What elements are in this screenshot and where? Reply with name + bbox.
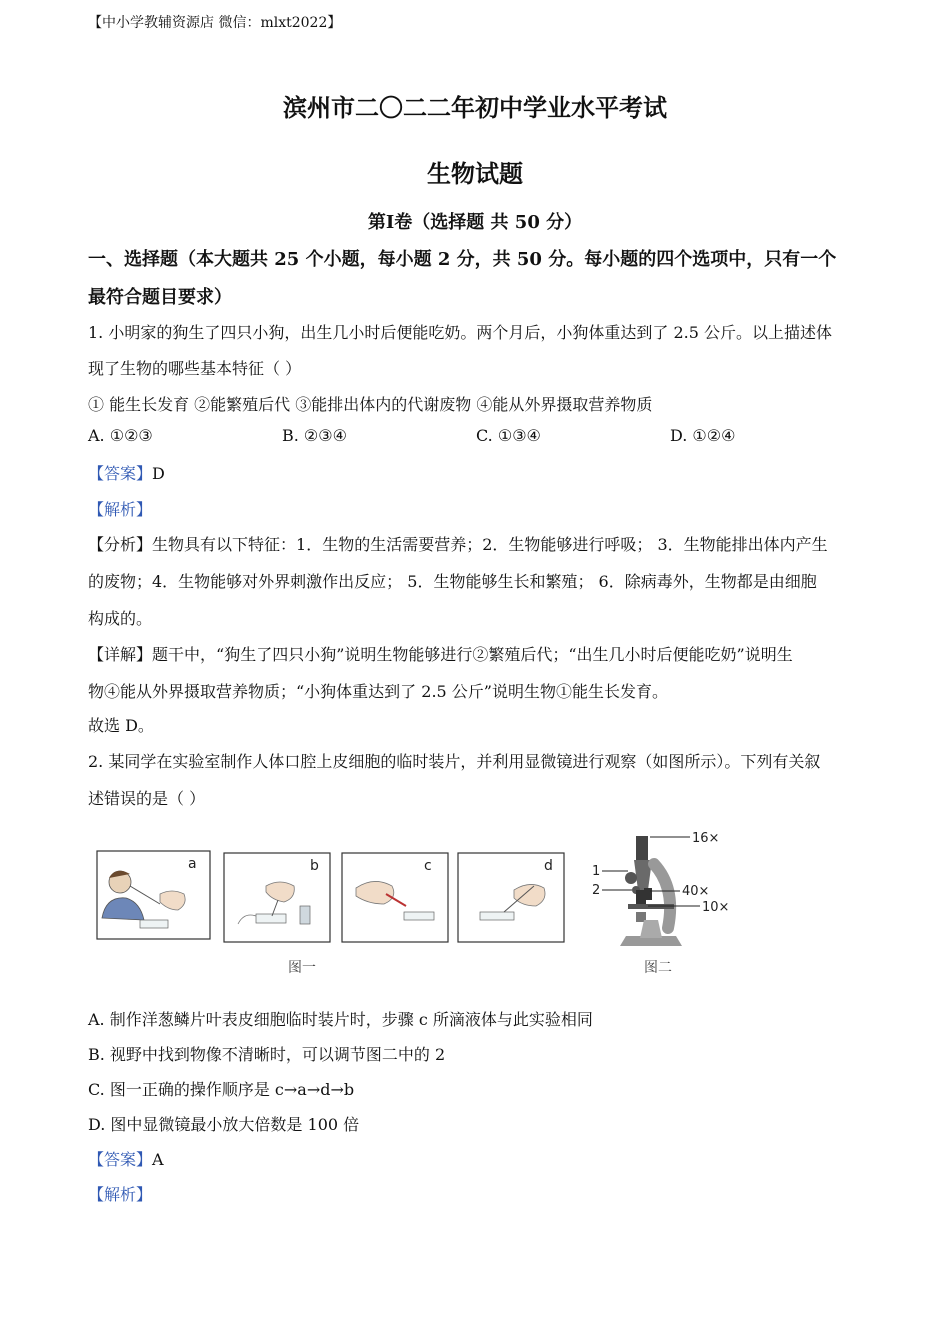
- fenxi-text: 生物具有以下特征：1．生物的生活需要营养；2．生物能够进行呼吸； 3．生物能排出体内产生: [152, 535, 828, 554]
- figure-two-caption: 图二: [644, 960, 672, 976]
- q1-option-b: B. ②③④: [282, 426, 347, 445]
- q2-option-b: B. 视野中找到物像不清晰时，可以调节图二中的 2: [88, 1045, 446, 1064]
- q1-xiangjie-line1: [88, 642, 793, 665]
- figure-one-caption: 图一: [288, 960, 316, 976]
- xiangjie-text: 题干中，“狗生了四只小狗”说明生物能够进行②繁殖后代；“出生几小时后便能吃奶”说明生: [152, 645, 793, 664]
- q1-option-d: D. ①②④: [670, 426, 736, 445]
- q2-option-d: D. 图中显微镜最小放大倍数是 100 倍: [88, 1115, 360, 1134]
- q2-stem-line1: 2. 某同学在实验室制作人体口腔上皮细胞的临时装片，并利用显微镜进行观察（如图所示）。下列有关叙: [88, 752, 821, 771]
- answer-label: 【答案】: [88, 1150, 153, 1169]
- xiangjie-label: 【详解】: [88, 645, 153, 664]
- figure-panel-d: [458, 853, 564, 942]
- q2-analysis-label: 【解析】: [88, 1185, 153, 1204]
- label-10x: 10×: [702, 900, 730, 915]
- q1-answer: [88, 461, 165, 484]
- panel-b-label: b: [310, 858, 319, 874]
- answer-value: D: [152, 464, 165, 483]
- q1-fenxi-line1: [88, 532, 828, 555]
- volume-heading: 第Ⅰ卷（选择题 共 50 分）: [367, 212, 583, 233]
- fenxi-label: 【分析】: [88, 535, 153, 554]
- q1-analysis-label: 【解析】: [88, 500, 153, 519]
- q1-conclusion: 故选 D。: [88, 716, 154, 735]
- page-title: 滨州市二〇二二年初中学业水平考试: [283, 93, 667, 122]
- label-40x: 40×: [682, 884, 710, 899]
- panel-a-label: a: [188, 856, 197, 872]
- q1-options: [88, 426, 888, 448]
- label-part-1: 1: [592, 864, 601, 879]
- q1-xiangjie-line2: 物④能从外界摄取营养物质；“小狗体重达到了 2.5 公斤”说明生物①能生长发育。: [88, 682, 668, 701]
- section-heading-line1: 一、选择题（本大题共 25 个小题，每小题 2 分，共 50 分。每小题的四个选项中，只有一个: [88, 249, 837, 270]
- label-part-2: 2: [592, 883, 601, 898]
- q1-stem-line1: 1. 小明家的狗生了四只小狗，出生几小时后便能吃奶。两个月后，小狗体重达到了 2.5 公斤。以上描述体: [88, 323, 832, 342]
- q2-figure: [88, 828, 768, 980]
- q1-option-a: A. ①②③: [88, 426, 153, 445]
- q1-stem-line2: 现了生物的哪些基本特征（ ）: [88, 359, 302, 378]
- q2-option-c: C. 图一正确的操作顺序是 c→a→d→b: [88, 1080, 355, 1099]
- answer-label: 【答案】: [88, 464, 153, 483]
- panel-c-label: c: [424, 858, 432, 874]
- figure-panel-a: [97, 851, 210, 939]
- answer-value: A: [152, 1150, 164, 1169]
- section-heading-line2: 最符合题目要求）: [88, 287, 232, 308]
- microscope-illustration: [592, 831, 729, 946]
- q1-fenxi-line3: 构成的。: [88, 609, 153, 628]
- panel-d-label: d: [544, 858, 553, 874]
- figure-panel-c: [342, 853, 448, 942]
- page-subtitle: 生物试题: [427, 159, 523, 188]
- figure-panel-b: [224, 853, 330, 942]
- q2-answer: [88, 1147, 164, 1170]
- q1-option-c: C. ①③④: [476, 426, 541, 445]
- q1-fenxi-line2: 的废物；4．生物能够对外界刺激作出反应； 5．生物能够生长和繁殖； 6．除病毒外，生物都是由细胞: [88, 572, 817, 591]
- q2-option-a: A. 制作洋葱鳞片叶表皮细胞临时装片时，步骤 c 所滴液体与此实验相同: [88, 1010, 593, 1029]
- label-16x: 16×: [692, 831, 720, 846]
- q1-items: ① 能生长发育 ②能繁殖后代 ③能排出体内的代谢废物 ④能从外界摄取营养物质: [88, 395, 653, 414]
- q2-stem-line2: 述错误的是（ ）: [88, 789, 206, 808]
- watermark-header: 【中小学教辅资源店 微信：mlxt2022】: [88, 15, 342, 31]
